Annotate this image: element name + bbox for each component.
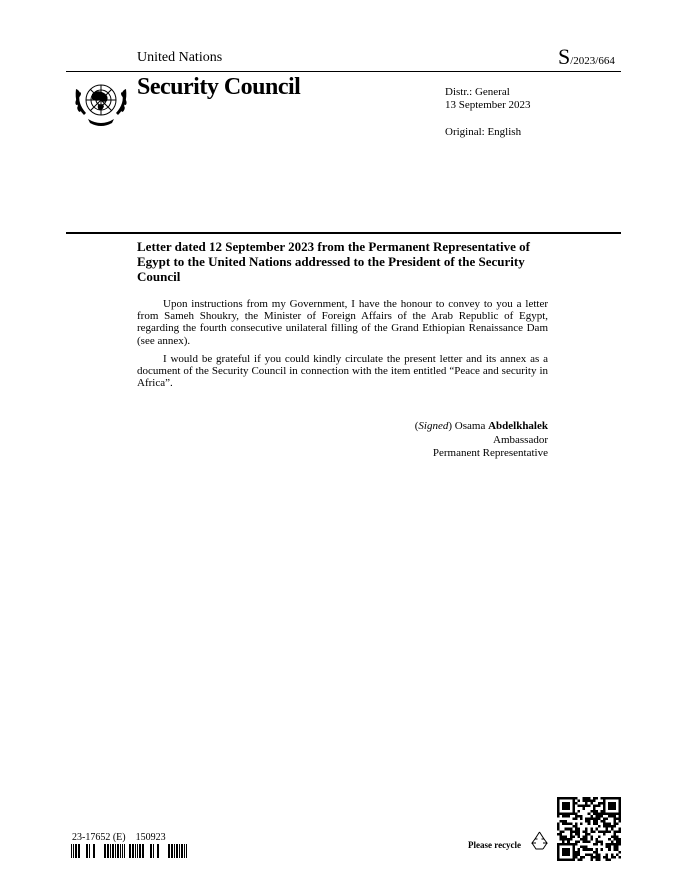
symbol-number: /2023/664 bbox=[570, 55, 615, 67]
barcode-icon bbox=[71, 844, 187, 858]
signatory-role: Permanent Representative bbox=[432, 447, 548, 459]
paragraph: Upon instructions from my Government, I have the honour to convey to you a letter from Sameh Shoukry, the Minister of Foreign Affairs of the Arab Republic of Egypt, regarding the fourth consecutive unilateral filling of the Grand Ethiopian Renaissance Dam (see annex). bbox=[137, 298, 548, 347]
council-name: Security Council bbox=[137, 74, 301, 100]
letter-title: Letter dated 12 September 2023 from the Permanent Representative of Egypt to the United Nations addressed to the President of the Security Council bbox=[137, 239, 530, 284]
signatory-last-name: Abdelkhalek bbox=[488, 420, 548, 432]
signatory-line: (Signed) Osama Abdelkhalek bbox=[414, 420, 548, 432]
paragraph: I would be grateful if you could kindly circulate the present letter and its annex as a document of the Security Council in connection with the item entitled “Peace and security in Africa”. bbox=[137, 352, 548, 390]
recycle-text: Please recycle bbox=[468, 840, 522, 850]
distribution-block bbox=[445, 86, 531, 112]
symbol-prefix: S bbox=[558, 44, 571, 69]
signatory-first-name: Osama bbox=[454, 420, 486, 432]
signature-block bbox=[340, 420, 548, 461]
un-emblem-icon bbox=[68, 75, 134, 133]
original-language: Original: English bbox=[445, 126, 522, 138]
recycle-icon bbox=[528, 829, 551, 852]
title-rule bbox=[66, 232, 621, 234]
distribution-label: Distr.: General bbox=[445, 86, 510, 98]
letter-body bbox=[137, 298, 548, 395]
document-date: 13 September 2023 bbox=[445, 99, 531, 111]
qr-code-icon bbox=[557, 797, 621, 861]
signed-label: Signed bbox=[418, 420, 449, 432]
header-rule bbox=[66, 71, 621, 72]
job-number: 23-17652 (E) 150923 bbox=[72, 832, 166, 843]
signatory-title: Ambassador bbox=[493, 433, 548, 446]
organization-name: United Nations bbox=[137, 50, 223, 65]
document-symbol bbox=[558, 44, 615, 70]
